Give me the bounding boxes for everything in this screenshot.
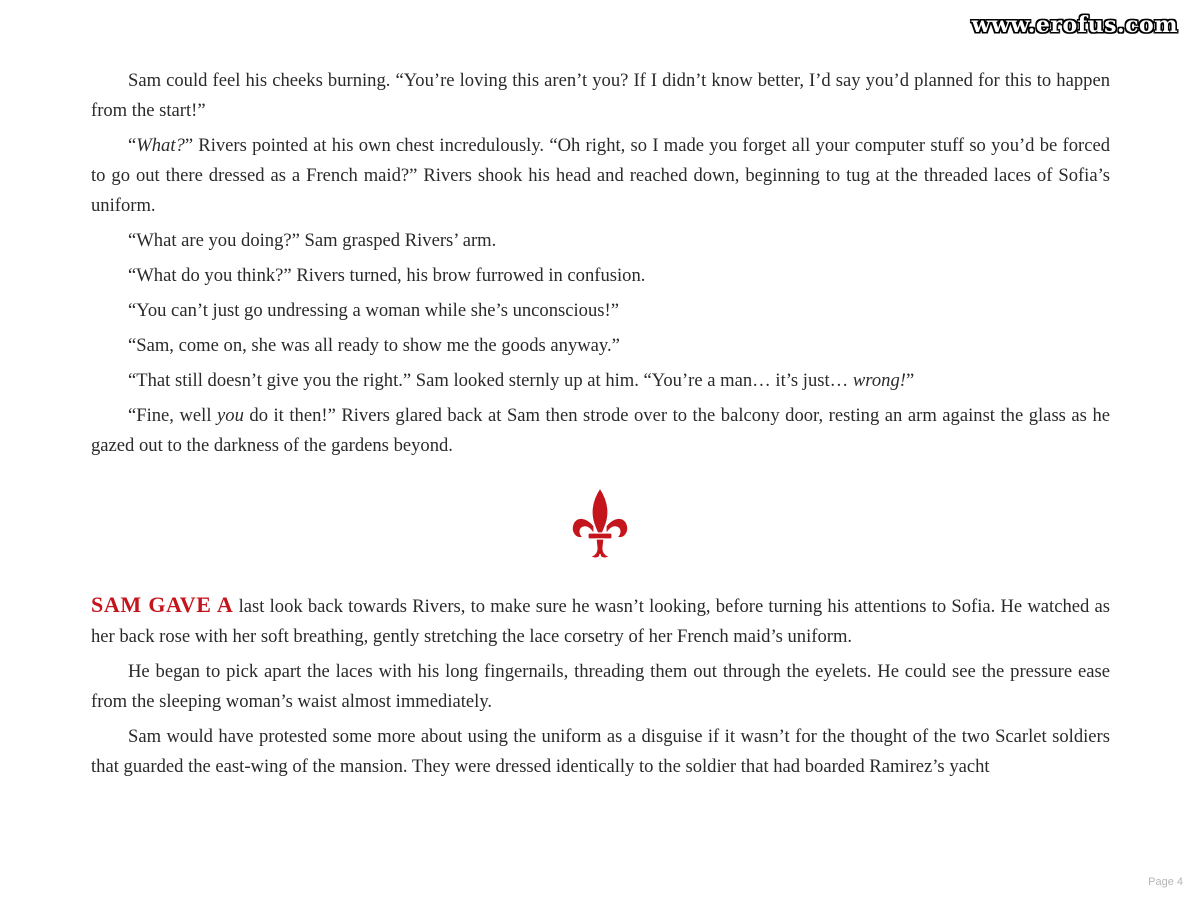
story-section-2 — [91, 590, 1110, 787]
lead-in-text: last look back towards Rivers, to make sure he wasn’t looking, before turning his attentions to Sofia. He watched as her back rose with her soft breathing, gently stretching the lace corsetry of her French maid’s uniform. — [91, 596, 1110, 647]
text-run: He began to pick apart the laces with his long fingernails, threading them out through the eyelets. He could see the pressure ease from the sleeping woman’s waist almost immediately. — [91, 661, 1110, 712]
story-paragraph — [91, 366, 1110, 396]
text-run: Sam could feel his cheeks burning. “You’re loving this aren’t you? If I didn’t know better, I’d say you’d planned for this to happen from the start!” — [91, 70, 1110, 121]
text-run: “Fine, well — [128, 405, 218, 426]
story-paragraph — [91, 261, 1110, 291]
story-paragraph — [91, 657, 1110, 717]
text-run: ” — [905, 370, 915, 391]
story-paragraph — [91, 722, 1110, 782]
italic-text-run: What? — [136, 135, 185, 156]
story-paragraph — [91, 226, 1110, 256]
text-run: “What are you doing?” Sam grasped Rivers’ arm. — [128, 230, 497, 251]
story-section-1 — [91, 66, 1110, 466]
text-run: “What do you think?” Rivers turned, his brow furrowed in confusion. — [128, 265, 646, 286]
lead-in-caps: SAM GAVE A — [91, 592, 234, 617]
italic-text-run: wrong! — [852, 370, 906, 391]
story-paragraph — [91, 401, 1110, 461]
text-run: ” Rivers pointed at his own chest incredulously. “Oh right, so I made you forget all your computer stuff so you’d be forced to go out there dressed as a French maid?” Rivers shook his head and reached down, beginning to tug at the threaded laces of Sofia’s uniform. — [91, 135, 1110, 216]
text-run: “That still doesn’t give you the right.” Sam looked sternly up at him. “You’re a man… it’s just… — [128, 370, 853, 391]
page-number: Page 4 — [1148, 876, 1183, 888]
section-2-lead-paragraph — [91, 590, 1110, 652]
site-watermark: www.erofus.com — [971, 12, 1178, 38]
text-run: “You can’t just go undressing a woman while she’s unconscious!” — [128, 300, 619, 321]
text-run: “Sam, come on, she was all ready to show me the goods anyway.” — [128, 335, 620, 356]
story-paragraph — [91, 66, 1110, 126]
text-run: do it then!” Rivers glared back at Sam then strode over to the balcony door, resting an arm against the glass as he gazed out to the darkness of the gardens beyond. — [91, 405, 1110, 456]
text-run: “ — [128, 135, 137, 156]
story-paragraph — [91, 296, 1110, 326]
story-paragraph — [91, 131, 1110, 221]
section-2-paragraphs — [91, 657, 1110, 782]
section-1-paragraphs — [91, 66, 1110, 461]
italic-text-run: you — [217, 405, 244, 426]
fleur-de-lis-icon — [570, 486, 630, 560]
text-run: Sam would have protested some more about using the uniform as a disguise if it wasn’t for the thought of the two Scarlet soldiers that guarded the east-wing of the mansion. They were dressed identically to the soldier that had boarded Ramirez’s yacht — [91, 726, 1110, 777]
story-paragraph — [91, 331, 1110, 361]
